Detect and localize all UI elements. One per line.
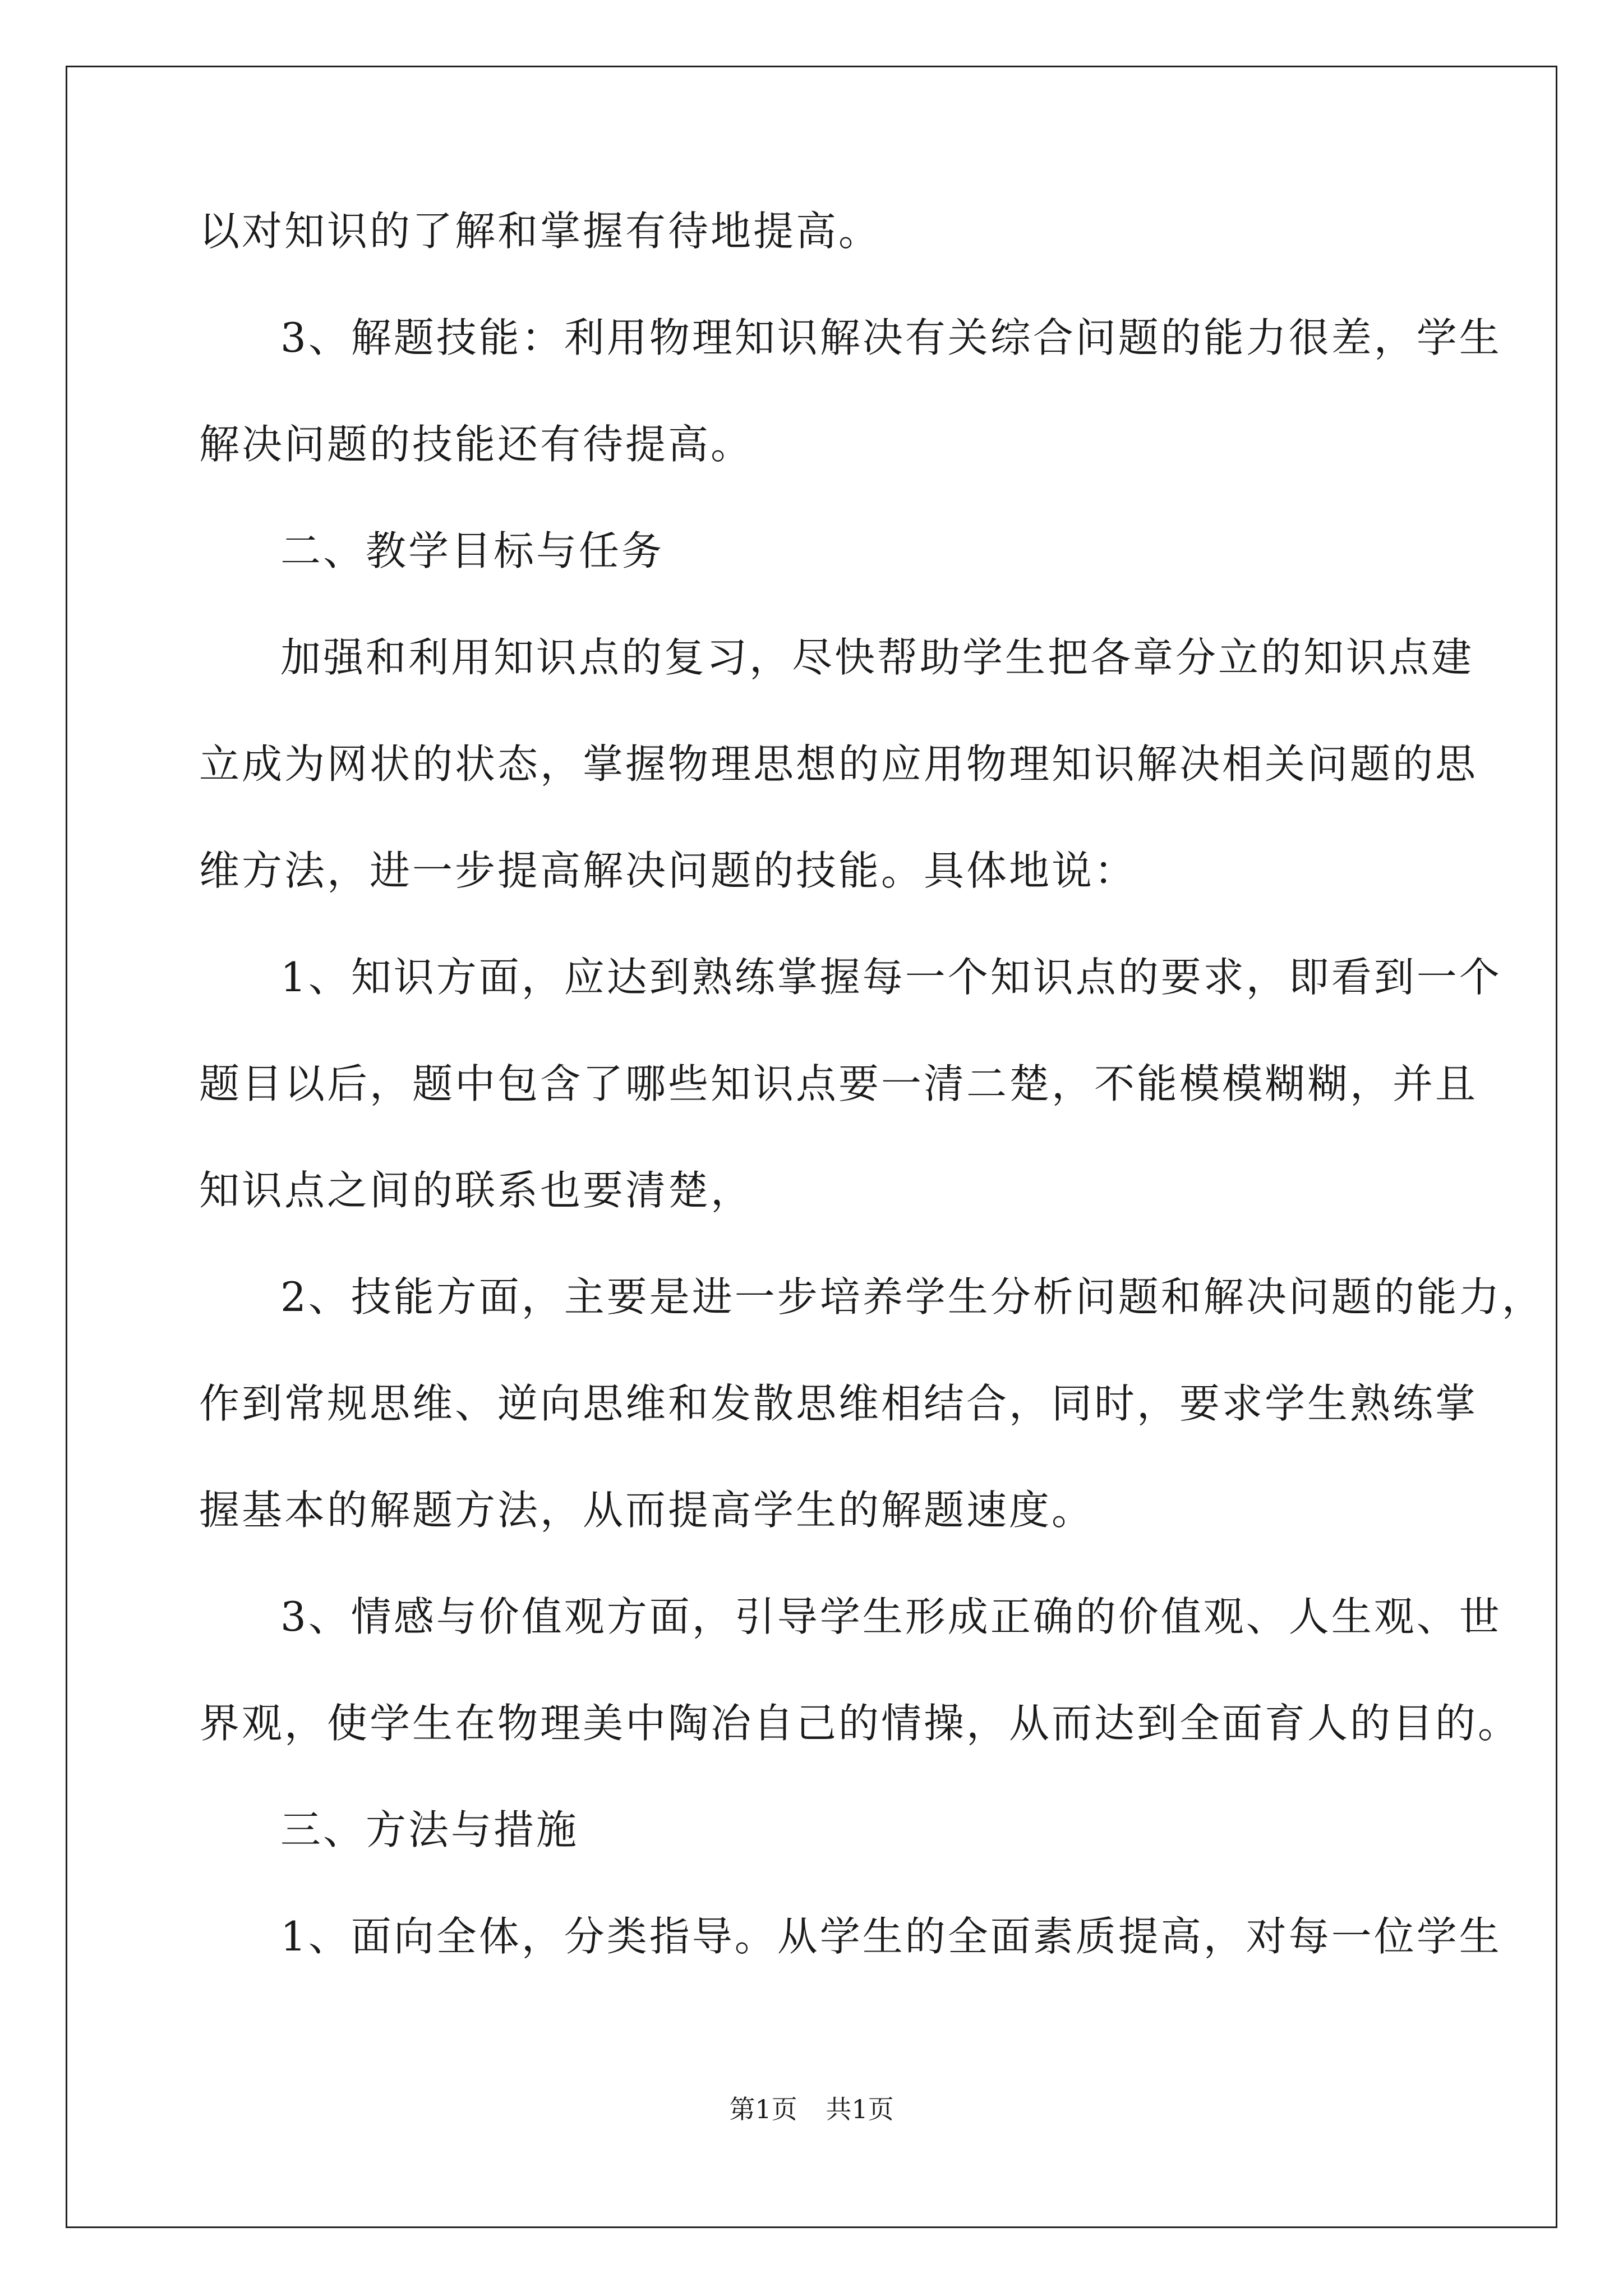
text-line: 加强和利用知识点的复习，尽快帮助学生把各章分立的知识点建 bbox=[280, 634, 1474, 681]
text-line: 作到常规思维、逆向思维和发散思维相结合，同时，要求学生熟练掌 bbox=[199, 1380, 1478, 1427]
text-line: 1、面向全体，分类指导。从学生的全面素质提高，对每一位学生 bbox=[280, 1913, 1502, 1960]
text-line: 维方法，进一步提高解决问题的技能。具体地说： bbox=[199, 847, 1137, 894]
text-line: 3、解题技能：利用物理知识解决有关综合问题的能力很差，学生 bbox=[280, 314, 1502, 361]
text-line: 解决问题的技能还有待提高。 bbox=[199, 421, 754, 468]
text-line: 以对知识的了解和掌握有待地提高。 bbox=[199, 208, 882, 255]
page-border bbox=[66, 66, 1557, 2228]
text-line: 题目以后，题中包含了哪些知识点要一清二楚，不能模模糊糊，并且 bbox=[199, 1060, 1478, 1107]
page-number: 第1页 bbox=[729, 2094, 797, 2124]
page-footer bbox=[0, 2092, 1623, 2126]
section-heading: 二、教学目标与任务 bbox=[280, 527, 665, 574]
text-line: 界观，使学生在物理美中陶冶自己的情操，从而达到全面育人的目的。 bbox=[199, 1700, 1521, 1747]
section-heading: 三、方法与措施 bbox=[280, 1806, 579, 1853]
page-total: 共1页 bbox=[826, 2094, 894, 2124]
text-line: 2、技能方面，主要是进一步培养学生分析问题和解决问题的能力， bbox=[280, 1273, 1544, 1320]
text-line: 3、情感与价值观方面，引导学生形成正确的价值观、人生观、世 bbox=[280, 1593, 1502, 1640]
text-line: 1、知识方面，应达到熟练掌握每一个知识点的要求，即看到一个 bbox=[280, 954, 1502, 1001]
text-line: 立成为网状的状态，掌握物理思想的应用物理知识解决相关问题的思 bbox=[199, 740, 1478, 788]
text-line: 知识点之间的联系也要清楚， bbox=[199, 1167, 754, 1214]
text-line: 握基本的解题方法，从而提高学生的解题速度。 bbox=[199, 1487, 1095, 1534]
